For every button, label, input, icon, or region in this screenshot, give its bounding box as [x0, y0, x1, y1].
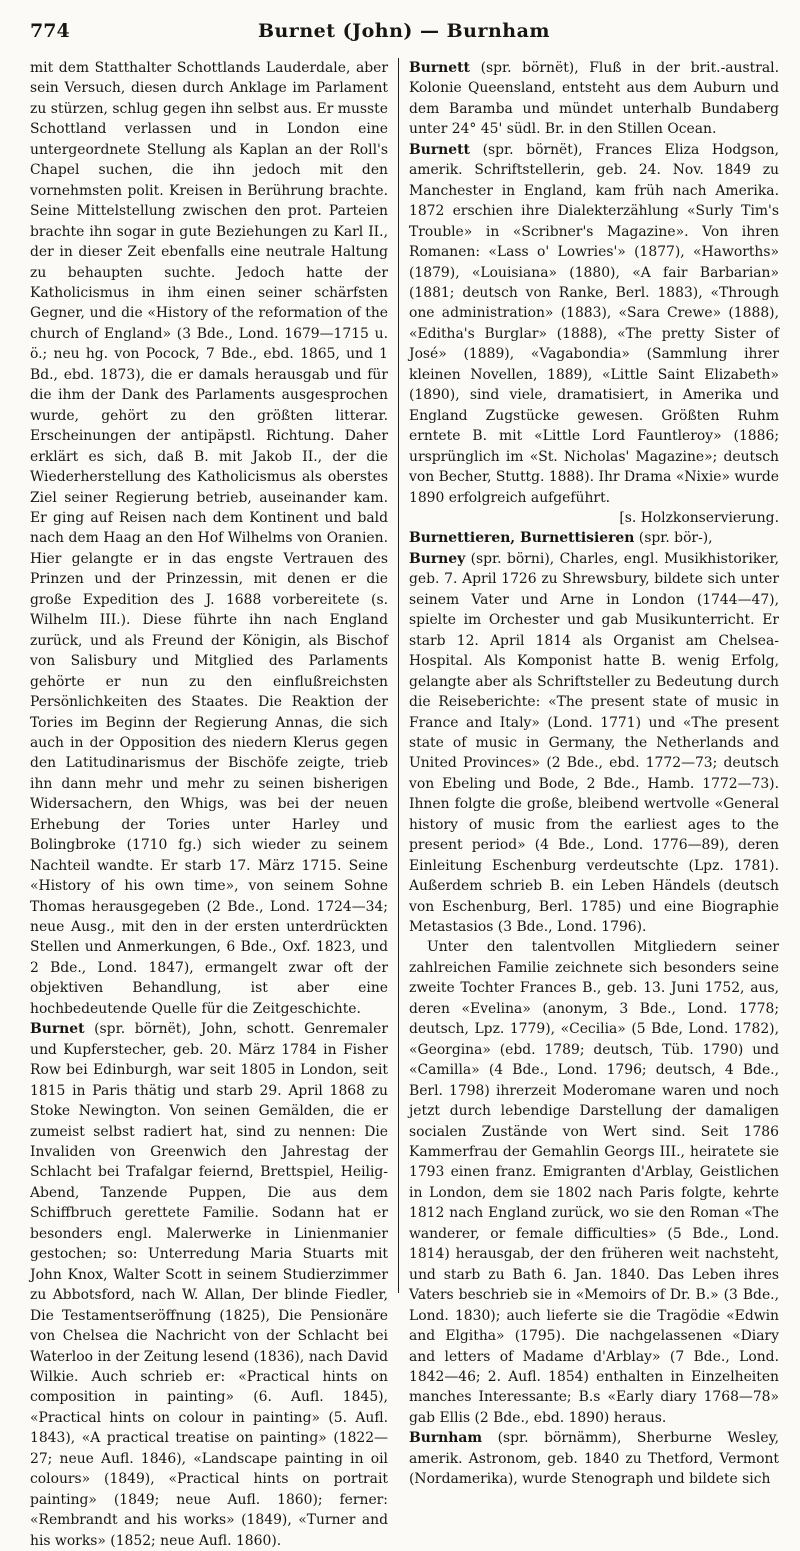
entry-burney-text: (spr. börni), Charles, engl. Musikhistoriker, geb. 7. April 1726 zu Shrewsbury, bildete sich unter seinem Vater und Arne in London (1744—47), spielte im Orchester und gab Musikunterricht. Er starb 12. April 1814 als Organist am Chelsea-Hospital. Als Komponist hatte B. wenig Erfolg, gelangte aber als Schriftsteller zu Bedeutung durch die Reiseberichte: «The present state of music in France and Italy» (Lond. 1771) und «The present state of music in Germany, the Netherlands and United Provinces» (2 Bde., ebd. 1772—73; deutsch von Ebeling und Bode, 2 Bde., Hamb. 1772—73). Ihnen folgte die große, bleibend wertvolle «General history of music from the earliest ages to the present period» (4 Bde., Lond. 1776—89), deren Einleitung Eschenburg verdeutschte (Lpz. 1781). Außerdem schrieb B. ein Leben Händels (deutsch von Eschenburg, Berl. 1785) und eine Biographie Metastasios (3 Bde., Lond. 1796).: [409, 550, 779, 936]
entry-burnett-river-text: (spr. börnët), Fluß in der brit.-austral. Kolonie Queensland, entsteht aus dem Auburn und dem Baramba und mündet unterhalb Bundaberg unter 24° 45' südl. Br. in den Stillen Ocean.: [409, 60, 779, 138]
entry-burney-frances: Unter den talentvollen Mitgliedern seiner zahlreichen Familie zeichnete sich besonders seine zweite Tochter Frances B., geb. 13. Juni 1752, aus, deren «Evelina» (anonym, 3 Bde., Lond. 1778; deutsch, Lpz. 1779), «Cecilia» (5 Bde, Lond. 1782), «Georgina» (ebd. 1789; deutsch, Tüb. 1790) und «Camilla» (4 Bde., Lond. 1796; deutsch, 4 Bde., Berl. 1798) ihrerzeit Moderomane waren und noch jetzt durch lebendige Darstellung der damaligen socialen Zustände von Wert sind. Seit 1786 Kammerfrau der Gemahlin Georgs III., heiratete sie 1793 einen franz. Emigranten d'Arblay, Geistlichen in London, dem sie 1802 nach Paris folgte, kehrte 1812 nach England zurück, wo sie den Roman «The wanderer, or female difficulties» (5 Bde., Lond. 1814) herausgab, der den früheren weit nachsteht, und starb zu Bath 6. Jan. 1840. Das Leben ihres Vaters beschrieb sie in «Memoirs of Dr. B.» (3 Bde., Lond. 1830); auch lieferte sie die Tragödie «Edwin and Elgitha» (1795). Die nachgelassenen «Diary and letters of Madame d'Arblay» (7 Bde., Lond. 1842—46; 2. Aufl. 1854) enthalten in Einzelheiten manches Interessante; B.s «Early diary 1768—78» gab Ellis (2 Bde., ebd. 1890) heraus.: [409, 939, 779, 1426]
entry-burnet-john-text: (spr. börnët), John, schott. Genremaler und Kupferstecher, geb. 20. März 1784 in Fisher Row bei Edinburgh, war seit 1805 in London, seit 1815 in Paris thätig und starb 29. April 1868 zu Stoke Newington. Von seinen Gemälden, die er zumeist selbst radiert hat, sind zu nennen: Die Invaliden von Greenwich den Jahrestag der Schlacht bei Trafalgar feiernd, Brettspiel, Heilig-Abend, Tanzende Puppen, Die aus dem Schiffbruch gerettete Familie. Sodann hat er besonders engl. Malerwerke in Linienmanier gestochen; so: Unterredung Maria Stuarts mit John Knox, Walter Scott in seinem Studierzimmer zu Abbotsford, nach W. Allan, Der blinde Fiedler, Die Testamentseröffnung (1825), Die Pensionäre von Chelsea die Nachricht von der Schlacht bei Waterloo in der Zeitung lesend (1836), nach David Wilkie. Auch schrieb er: «Practical hints on composition in painting» (6. Aufl. 1845), «Practical hints on colour in painting» (5. Aufl. 1843), «A practical treatise on painting» (1822—27; neue Aufl. 1846), «Landscape painting in oil colours» (1849), «Practical hints on portrait painting» (1849; neue Aufl. 1860); ferner: «Rembrandt and his works» (1849), «Turner and his works» (1852; neue Aufl. 1860).: [30, 1021, 388, 1549]
headword-burnett-frances: Burnett: [409, 141, 470, 158]
headword-burnet: Burnet: [30, 1021, 85, 1038]
entry-burnettieren: [409, 528, 779, 548]
entry-burnham: [409, 1428, 779, 1489]
entry-burnham-text: (spr. börnämm), Sherburne Wesley, amerik. Astronom, geb. 1840 zu Thetford, Vermont (Nordamerika), wurde Stenograph und bildete sich: [409, 1430, 779, 1488]
column-divider: [398, 58, 399, 1293]
page-number: 774: [30, 20, 70, 42]
headword-burney: Burney: [409, 550, 466, 567]
entry-burnet-gilbert-continued: mit dem Statthalter Schottlands Lauderdale, aber sein Versuch, diesen durch Anklage im Parlament zu stürzen, schlug gegen ihn selbst aus. Er musste Schottland verlassen und in London eine untergeordnete Stellung als Kaplan an der Roll's Chapel suchen, die ihn jedoch mit den vornehmsten polit. Kreisen in Berührung brachte. Seine Mittelstellung zwischen den prot. Parteien brachte ihn sogar in gute Beziehungen zu Karl II., der in dieser Zeit ebenfalls eine neutrale Haltung zu behaupten suchte. Jedoch hatte der Katholicismus in ihm einen seiner schärfsten Gegner, und die «History of the reformation of the church of England» (3 Bde., Lond. 1679—1715 u. ö.; neu hg. von Pocock, 7 Bde., ebd. 1865, und 1 Bd., ebd. 1873), die er damals herausgab und für die ihm der Dank des Parlaments ausgesprochen wurde, gehört zu den größten litterar. Erscheinungen der antipäpstl. Richtung. Daher erklärt es sich, daß B. mit Jakob II., der die Wiederherstellung des Katholicismus als oberstes Ziel seiner Regierung betrieb, auseinander kam. Er ging auf Reisen nach dem Kontinent und bald nach dem Haag an den Hof Wilhelms von Oranien. Hier gelangte er in das engste Vertrauen des Prinzen und der Prinzessin, mit denen er die große Expedition des J. 1688 vorbereitete (s. Wilhelm III.). Diese führte ihn nach England zurück, und als Freund der Königin, als Bischof von Salisbury und Mitglied des Parlaments gehörte er nun zu den einflußreichsten Persönlichkeiten des Staates. Die Reaktion der Tories im Beginn der Regierung Annas, die sich auch in der Opposition des niedern Klerus gegen den Latitudinarismus der Bischöfe zeigte, trieb ihn dann mehr und mehr zu seinen bisherigen Widersachern, den Whigs, was bei der neuen Erhebung der Tories unter Harley und Bolingbroke (1710 fg.) sich wieder zu seinem Nachteil wandte. Er starb 17. März 1715. Seine «History of his own time», von seinem Sohne Thomas herausgegeben (2 Bde., Lond. 1724—34; neue Ausg., mit den in der ersten unterdrückten Stellen und Anmerkungen, 6 Bde., Oxf. 1823, und 2 Bde., Lond. 1847), ermangelt zwar oft der objektiven Behandlung, ist aber eine hochbedeutende Quelle für die Zeitgeschichte.: [30, 60, 388, 1017]
entry-burnett-frances-text: (spr. börnët), Frances Eliza Hodgson, amerik. Schriftstellerin, geb. 24. Nov. 1849 zu Manchester in England, kam früh nach Amerika. 1872 erschien ihre Dialekterzählung «Surly Tim's Trouble» in «Scribner's Magazine». Von ihren Romanen: «Lass o' Lowries'» (1877), «Haworths» (1879), «Louisiana» (1880), «A fair Barbarian» (1881; deutsch von Ranke, Berl. 1883), «Through one administration» (1883), «Sara Crewe» (1888), «Editha's Burglar» (1888), «The pretty Sister of José» (1889), «Vagabondia» (Sammlung ihrer kleinen Novellen, 1889), «Little Saint Elizabeth» (1890), sind viele, dramatisiert, in Amerika und England Zugstücke gewesen. Größten Ruhm erntete B. mit «Little Lord Fauntleroy» (1886; ursprünglich im «St. Nicholas' Magazine»; deutsch von Becher, Stuttg. 1888). Ihr Drama «Nixie» wurde 1890 erfolgreich aufgeführt.: [409, 141, 779, 506]
right-column: [409, 58, 779, 1488]
running-head: Burnet (John) — Burnham: [257, 20, 551, 42]
entry-burney: [409, 549, 779, 938]
headword-burnett-river: Burnett: [409, 60, 470, 76]
page-header: [30, 14, 778, 48]
entry-burnett-river: [409, 58, 779, 140]
entry-burnettieren-text: (spr. bör-),: [634, 530, 713, 547]
left-column: [30, 58, 388, 1549]
entry-burnett-frances: [409, 140, 779, 529]
cross-reference: [s. Holzkonservierung.: [619, 509, 779, 526]
headword-burnettieren: Burnettieren, Burnettisieren: [409, 530, 635, 547]
entry-burnet-john: [30, 1019, 388, 1551]
headword-burnham: Burnham: [409, 1430, 483, 1447]
